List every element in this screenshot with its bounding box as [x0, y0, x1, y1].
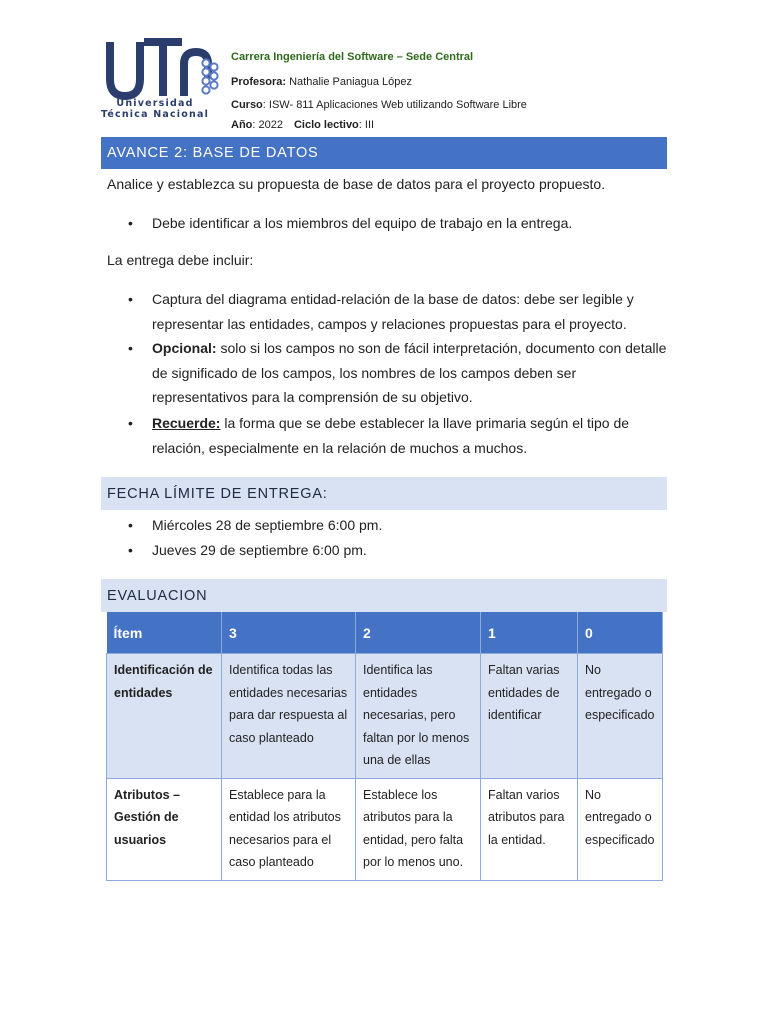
table-row [107, 654, 663, 779]
course-line [231, 99, 527, 111]
intro-paragraph: Analice y establezca su propuesta de base de datos para el proyecto propuesto. [107, 176, 606, 192]
table-cell: Faltan varias entidades de identificar [481, 654, 578, 779]
section-title-avance: AVANCE 2: BASE DE DATOS [101, 137, 667, 169]
bullet-dot: • [128, 291, 133, 307]
bullet-diagram: • Captura del diagrama entidad-relación de la base de datos: debe ser legible y representar las entidades, campos y relaciones propuestas para el proyecto. [128, 287, 668, 336]
table-cell: No entregado o especificado [578, 654, 663, 779]
year-value: : 2022 [252, 119, 283, 131]
course-value: : ISW- 811 Aplicaciones Web utilizando Software Libre [262, 99, 527, 111]
row-criterion: Identificación de entidades [107, 654, 222, 779]
col-header-2: 2 [356, 612, 481, 654]
table-cell: Establece para la entidad los atributos necesarios para el caso planteado [222, 778, 356, 880]
table-cell: Establece los atributos para la entidad, pero falta por lo menos uno. [356, 778, 481, 880]
bullet-date-1: • Miércoles 28 de septiembre 6:00 pm. [128, 513, 668, 538]
logo-technical-line: Técnica Nacional [100, 109, 210, 120]
professor-label: Profesora: [231, 76, 287, 88]
rubric-header-row [107, 612, 663, 654]
optional-label: Opcional: [152, 340, 217, 356]
col-header-3: 3 [222, 612, 356, 654]
bullet-team: • Debe identificar a los miembros del equipo de trabajo en la entrega. [128, 211, 668, 236]
career-name: Carrera Ingeniería del Software – Sede Central [231, 51, 474, 63]
logo-university-line: Universidad [116, 98, 194, 109]
col-header-1: 1 [481, 612, 578, 654]
row-criterion: Atributos – Gestión de usuarios [107, 778, 222, 880]
col-header-0: 0 [578, 612, 663, 654]
optional-text: solo si los campos no son de fácil interpretación, documento con detalle de significado de los campos, los nombres de los campos deben ser representativos para la comprensión de su objetivo. [152, 340, 667, 406]
table-cell: Identifica las entidades necesarias, pero faltan por lo menos una de ellas [356, 654, 481, 779]
bullet-remember [128, 411, 668, 460]
table-cell: Identifica todas las entidades necesarias para dar respuesta al caso planteado [222, 654, 356, 779]
cycle-value: : III [358, 119, 375, 131]
cycle-label: Ciclo lectivo [293, 119, 359, 131]
professor-value: Nathalie Paniagua López [286, 76, 413, 88]
table-cell: Faltan varios atributos para la entidad. [481, 778, 578, 880]
col-header-item: Ítem [107, 612, 222, 654]
year-line [231, 119, 374, 131]
bullet-dot: • [128, 340, 133, 356]
rubric-table [106, 612, 663, 881]
bullet-optional [128, 336, 668, 410]
table-cell: No entregado o especificado [578, 778, 663, 880]
bullet-dot: • [128, 517, 133, 533]
table-row [107, 778, 663, 880]
include-paragraph: La entrega debe incluir: [107, 252, 254, 268]
section-title-evaluation: EVALUACION [101, 579, 667, 612]
section-title-deadline: FECHA LÍMITE DE ENTREGA: [101, 477, 667, 510]
bullet-dot: • [128, 215, 133, 231]
course-label: Curso [231, 99, 263, 111]
remember-label: Recuerde: [152, 415, 221, 431]
professor-line [231, 76, 412, 88]
bullet-dot: • [128, 415, 133, 431]
bullet-date-2: • Jueves 29 de septiembre 6:00 pm. [128, 538, 668, 563]
year-label: Año [231, 119, 253, 131]
remember-text: la forma que se debe establecer la llave primaria según el tipo de relación, especialmente en la relación de muchos a muchos. [152, 415, 630, 456]
bullet-dot: • [128, 542, 133, 558]
